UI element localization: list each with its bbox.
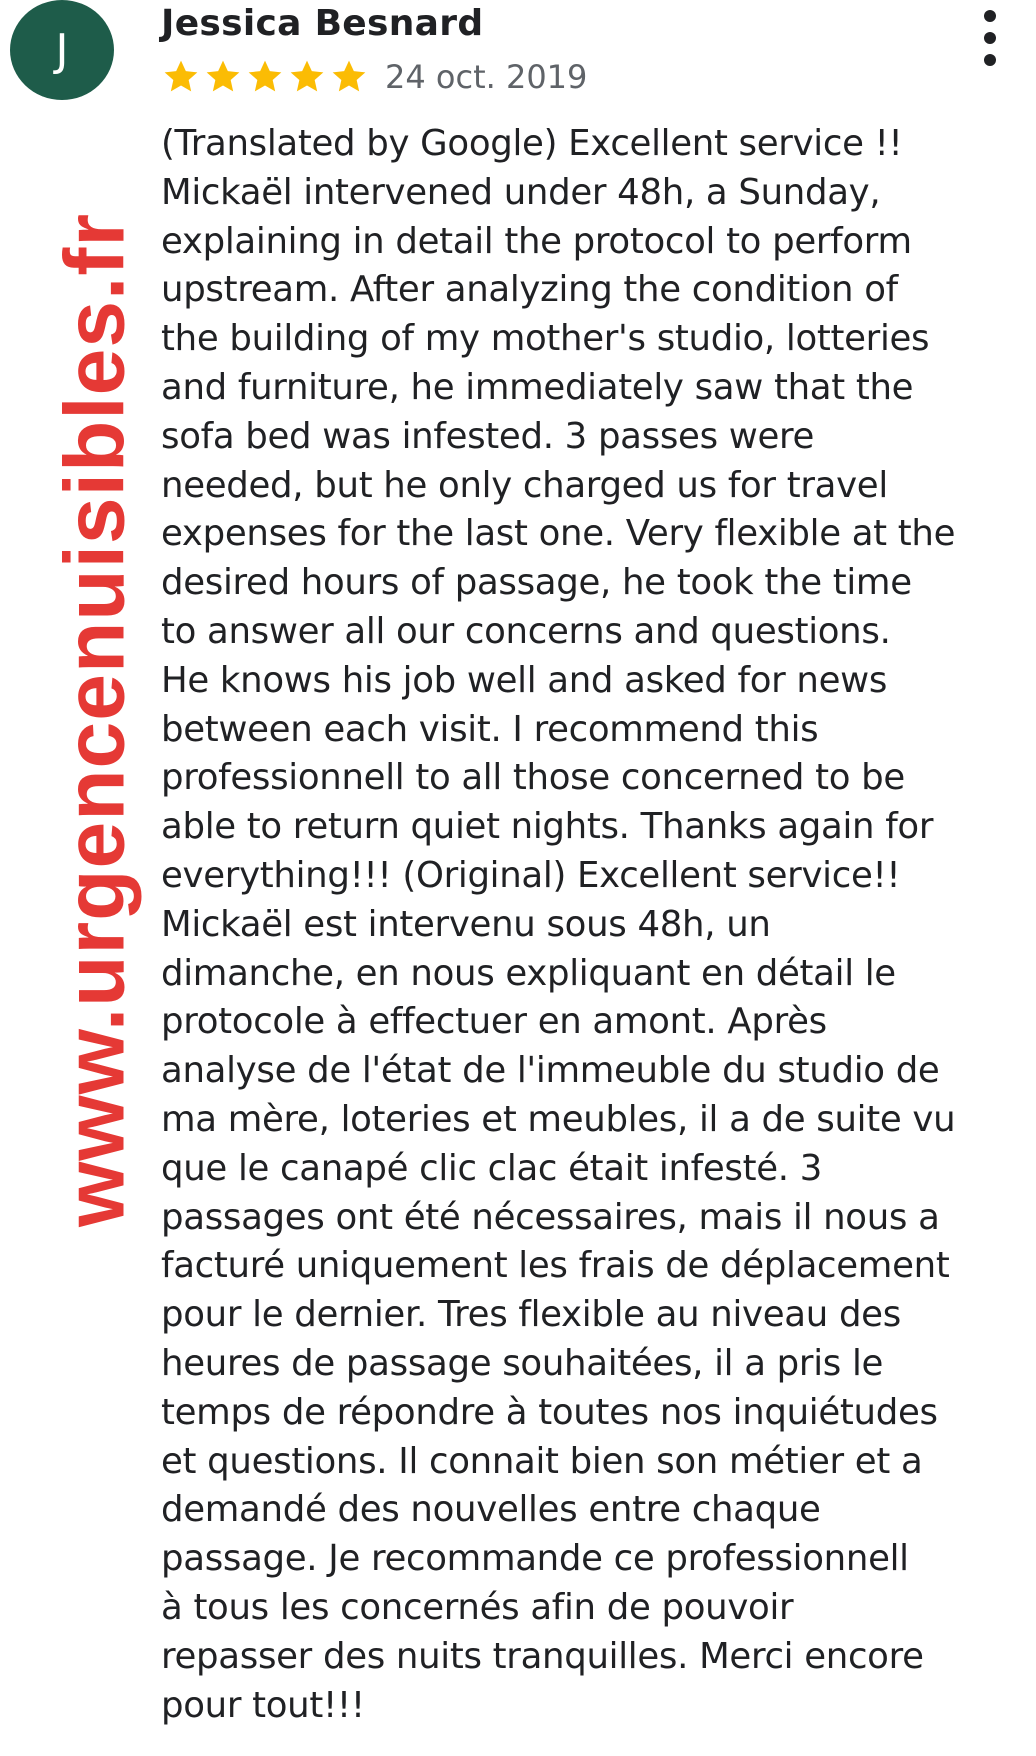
rating-row <box>161 52 587 102</box>
avatar-initial: J <box>55 24 69 76</box>
more-dot <box>984 54 996 66</box>
star-icon <box>245 57 285 97</box>
star-rating <box>161 57 369 97</box>
watermark <box>0 0 160 1756</box>
star-icon <box>161 57 201 97</box>
avatar[interactable] <box>10 0 114 100</box>
more-dot <box>984 32 996 44</box>
star-icon <box>329 57 369 97</box>
more-dot <box>984 10 996 22</box>
star-icon <box>287 57 327 97</box>
watermark-text: www.urgencenuisibles.fr <box>47 212 142 1228</box>
review-text: (Translated by Google) Excellent service !! Mickaël intervened under 48h, a Sunday, explaining in detail the protocol to perform upstream. After analyzing the condition of the building of my mother's studio, lotteries and furniture, he immediately saw that the sofa bed was infested. 3 passes were needed, but he only charged us for travel expenses for the last one. Very flexible at the desired hours of passage, he took the time to answer all our concerns and questions. He knows his job well and asked for news between each visit. I recommend this professionnell to all those concerned to be able to return quiet nights. Thanks again for everything!!! (Original) Excellent service!! Mickaël est intervenu sous 48h, un dimanche, en nous expliquant en détail le protocole à effectuer en amont. Après analyse de l'état de l'immeuble du studio de ma mère, loteries et meubles, il a de suite vu que le canapé clic clac était infesté. 3 passages ont été nécessaires, mais il nous a facturé uniquement les frais de déplacement pour le dernier. Tres flexible au niveau des heures de passage souhaitées, il a pris le temps de répondre à toutes nos inquiétudes et questions. Il connait bien son métier et a demandé des nouvelles entre chaque passage. Je recommande ce professionnell à tous les concernés afin de pouvoir repasser des nuits tranquilles. Merci encore pour tout!!! <box>161 123 956 1726</box>
star-icon <box>203 57 243 97</box>
reviewer-name[interactable]: Jessica Besnard <box>161 3 484 44</box>
more-vertical-icon[interactable] <box>972 10 1008 66</box>
review-date: 24 oct. 2019 <box>385 58 588 96</box>
